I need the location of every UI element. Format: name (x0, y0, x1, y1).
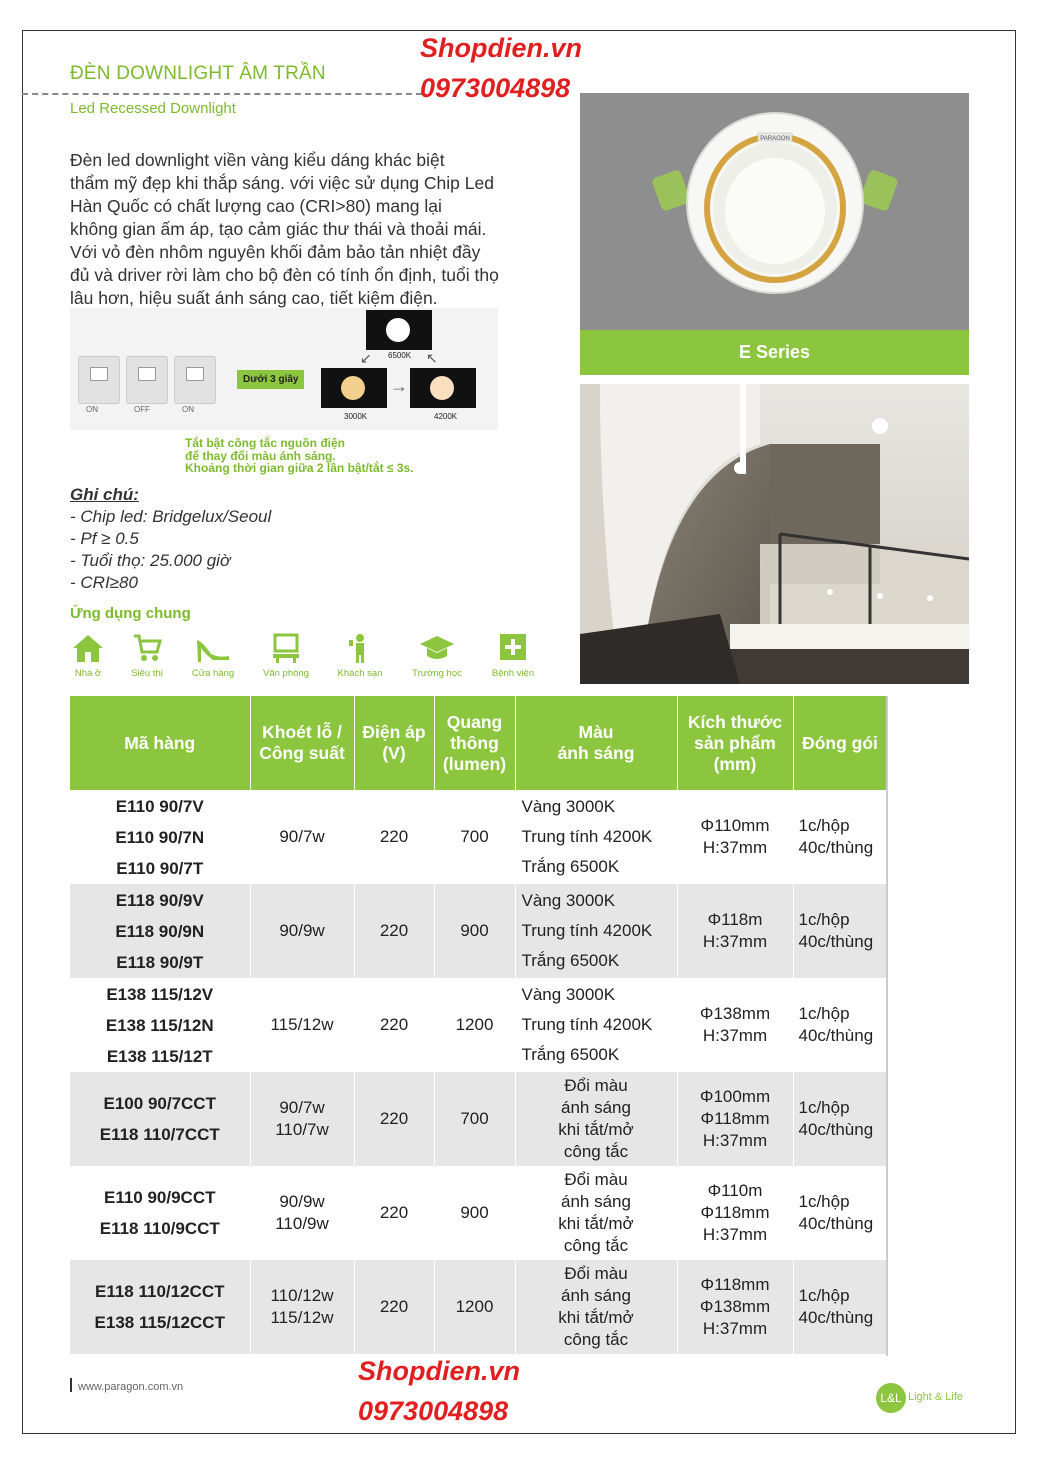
color-line: khi tắt/mở (558, 1308, 634, 1327)
color-line: Vàng 3000K (521, 797, 616, 816)
color-line: Trung tính 4200K (521, 1015, 653, 1034)
room-photo (580, 384, 969, 684)
header-line: (mm) (713, 753, 757, 774)
color-line: công tắc (563, 1236, 629, 1255)
spec-table (70, 696, 888, 1354)
size-line: H:37mm (702, 932, 768, 951)
header-line: Màu (578, 722, 614, 742)
pack-line: 1c/hộp (798, 910, 850, 929)
watermark-phone-bottom: 0973004898 (358, 1396, 509, 1426)
size-line: Φ110mm (700, 816, 770, 835)
app-label: Siêu thị (131, 668, 163, 679)
app-hotel (330, 632, 390, 679)
col-color-header (515, 696, 677, 790)
hotel-staff-icon (330, 632, 390, 664)
cell-color (515, 884, 677, 978)
footer-url[interactable]: www.paragon.com.vn (78, 1381, 184, 1393)
color-line: Trung tính 4200K (521, 827, 653, 846)
color-line: Trung tính 4200K (521, 921, 653, 940)
pack-line: 1c/hộp (798, 1004, 850, 1023)
cell-volt: 220 (354, 1260, 434, 1354)
cut-line: 90/7w (279, 1098, 325, 1117)
pack-line: 40c/thùng (798, 1214, 874, 1233)
size-line: H:37mm (702, 1026, 768, 1045)
description-line: Hàn Quốc có chất lượng cao (CRI>80) mang lại (70, 196, 442, 216)
color-line: Trắng 6500K (521, 857, 620, 876)
color-line: Đổi màu (564, 1076, 628, 1095)
cut-line: 115/12w (270, 1308, 334, 1327)
pack-line: 1c/hộp (798, 1192, 850, 1211)
applications-heading: Ứng dụng chung (70, 605, 191, 622)
high-heel-icon (183, 632, 243, 664)
size-line: Φ118mm (700, 1203, 770, 1222)
app-label: Cửa hàng (191, 668, 235, 679)
header-line: Kích thước (687, 711, 783, 732)
bulb-white (386, 318, 410, 342)
header-line: Quang (446, 711, 503, 732)
code-line: E138 115/12T (106, 1046, 213, 1066)
cell-lumen: 900 (434, 1166, 515, 1260)
header-line: Điện áp (362, 722, 426, 742)
description-line: đủ và driver rời làm cho bộ đèn có tính ổn định, tuổi thọ (70, 265, 499, 285)
description-line: không gian ấm áp, tạo cảm giác thư thái và thoải mái. (70, 219, 487, 239)
cell-volt: 220 (354, 790, 434, 884)
page-title: ĐÈN DOWNLIGHT ÂM TRẦN (70, 63, 326, 84)
switch-label: ON (86, 405, 98, 414)
color-line: Trắng 6500K (521, 951, 620, 970)
header-line: (lumen) (442, 753, 507, 774)
table-row (70, 1072, 887, 1166)
code-line: E110 90/9CCT (103, 1188, 216, 1207)
size-line: Φ100mm (699, 1087, 771, 1106)
description-line: Đèn led downlight viền vàng kiểu dáng khác biệt (70, 150, 445, 170)
pack-line: 40c/thùng (798, 1308, 874, 1327)
app-supermarket (117, 632, 177, 679)
color-line: Vàng 3000K (521, 891, 616, 910)
col-volt-header (354, 696, 434, 790)
pack-line: 40c/thùng (798, 838, 874, 857)
size-line: Φ118mm (700, 1109, 770, 1128)
size-line: Φ110m (707, 1181, 763, 1200)
arrow-up-left-icon: ↙ (360, 350, 372, 366)
cell-pack (793, 1166, 887, 1260)
app-school (407, 632, 467, 679)
description-line: Với vỏ đèn nhôm nguyên khối đảm bảo tản nhiệt đầy (70, 242, 481, 262)
color-switch-diagram (70, 308, 498, 430)
cell-lumen: 700 (434, 1072, 515, 1166)
color-line: khi tắt/mở (558, 1120, 634, 1139)
cell-volt: 220 (354, 978, 434, 1072)
cell-size (677, 1166, 793, 1260)
color-line: khi tắt/mở (558, 1214, 634, 1233)
title-divider (22, 93, 422, 95)
watermark-site-top: Shopdien.vn (420, 33, 582, 63)
timer-badge: Dưới 3 giây (237, 370, 304, 389)
header-line: ánh sáng (557, 743, 635, 763)
cell-cut (250, 978, 354, 1072)
pack-line: 40c/thùng (798, 932, 874, 951)
interior-scene (580, 384, 969, 684)
app-label: Nhà ở (74, 668, 102, 679)
logo-mark: L&L (876, 1383, 906, 1413)
cell-codes (70, 1166, 250, 1260)
cell-size (677, 1260, 793, 1354)
cell-codes (70, 978, 250, 1072)
color-line: ánh sáng (561, 1098, 631, 1117)
size-line: H:37mm (702, 1319, 768, 1338)
cell-color (515, 1072, 677, 1166)
note-item: - CRI≥80 (70, 573, 138, 592)
arrow-right-icon: → (390, 376, 408, 396)
downlight-image (580, 93, 969, 333)
switch-note-line: Khoảng thời gian giữa 2 lần bật/tắt ≤ 3s. (185, 461, 414, 475)
description-line: lâu hơn, hiệu suất ánh sáng cao, tiết kiệm điện. (70, 288, 438, 308)
switch-label: OFF (134, 405, 150, 414)
app-office (256, 632, 316, 679)
pack-line: 1c/hộp (798, 1286, 850, 1305)
footer-marker (70, 1378, 72, 1392)
bulb-warm (341, 376, 365, 400)
office-desk-icon (256, 632, 316, 664)
wall-switch-on (78, 356, 120, 404)
cut-line: 110/7w (275, 1120, 329, 1139)
arrow-up-right-icon: ↖ (426, 350, 438, 366)
cell-codes (70, 884, 250, 978)
app-label: Khách sạn (337, 668, 383, 679)
col-size-header (677, 696, 793, 790)
switch-note (185, 437, 414, 475)
cell-size (677, 884, 793, 978)
cell-color (515, 1166, 677, 1260)
switch-label: ON (182, 405, 194, 414)
cell-cut (250, 790, 354, 884)
cell-size (677, 1072, 793, 1166)
size-line: H:37mm (702, 1225, 768, 1244)
size-line: Φ118mm (700, 1275, 770, 1294)
size-line: H:37mm (702, 838, 768, 857)
col-pack-header: Đóng gói (793, 696, 887, 790)
table-row (70, 1166, 887, 1260)
app-store (183, 632, 243, 679)
cell-volt: 220 (354, 884, 434, 978)
cut-line: 110/9w (275, 1214, 329, 1233)
col-cut-header (250, 696, 354, 790)
color-line: ánh sáng (561, 1286, 631, 1305)
app-label: Văn phòng (263, 668, 309, 679)
app-label: Trường học (412, 668, 462, 679)
cut-line: 90/9w (279, 921, 325, 940)
switch-note-line: để thay đổi màu ánh sáng. (185, 448, 336, 463)
app-label: Bệnh viện (491, 668, 535, 679)
cell-pack (793, 790, 887, 884)
lamp-6500k (366, 310, 432, 350)
app-hospital (483, 632, 543, 679)
cell-cut (250, 1166, 354, 1260)
lamp-4200k (410, 368, 476, 408)
cell-volt: 220 (354, 1072, 434, 1166)
code-line: E138 115/12CCT (94, 1313, 225, 1332)
col-lumen-header (434, 696, 515, 790)
cell-pack (793, 884, 887, 978)
house-icon (58, 632, 118, 664)
table-right-edge (886, 696, 888, 1356)
code-line: E100 90/7CCT (103, 1094, 216, 1113)
description-line: thẩm mỹ đẹp khi thắp sáng. với việc sử dụng Chip Led (70, 173, 494, 193)
pack-line: 1c/hộp (798, 1098, 850, 1117)
cell-lumen: 900 (434, 884, 515, 978)
note-item: - Tuổi thọ: 25.000 giờ (70, 551, 231, 570)
notes-list (70, 506, 271, 594)
lamp-brand-label: PARAGON (760, 136, 790, 142)
kelvin-label: 6500K (388, 351, 412, 360)
size-line: Φ138mm (699, 1004, 771, 1023)
hospital-cross-icon (483, 632, 543, 664)
bulb-neutral (430, 376, 454, 400)
wall-switch-off (126, 356, 168, 404)
pack-line: 40c/thùng (798, 1026, 874, 1045)
cell-volt: 220 (354, 1166, 434, 1260)
size-line: Φ138mm (699, 1297, 771, 1316)
kelvin-label: 4200K (434, 412, 458, 421)
table-row (70, 884, 887, 978)
code-line: E118 110/12CCT (95, 1282, 225, 1301)
size-line: H:37mm (702, 1131, 768, 1150)
switch-note-line: Tắt bật công tắc nguồn điện (185, 436, 345, 450)
color-line: công tắc (563, 1330, 629, 1349)
code-line: E110 90/7T (116, 858, 204, 878)
graduation-cap-icon (407, 632, 467, 664)
table-row (70, 1260, 887, 1354)
color-line: Đổi màu (564, 1264, 628, 1283)
shopping-cart-icon (117, 632, 177, 664)
color-line: công tắc (563, 1142, 629, 1161)
cell-color (515, 1260, 677, 1354)
color-line: Đổi màu (564, 1170, 628, 1189)
cell-pack (793, 978, 887, 1072)
code-line: E118 90/9T (116, 952, 204, 972)
wall-switch-on (174, 356, 216, 404)
watermark-site-bottom: Shopdien.vn (358, 1356, 520, 1386)
color-line: ánh sáng (561, 1192, 631, 1211)
cell-cut (250, 1072, 354, 1166)
code-line: E118 110/7CCT (99, 1125, 220, 1144)
code-line: E110 90/7N (115, 827, 205, 847)
note-item: - Chip led: Bridgelux/Seoul (70, 507, 272, 526)
code-line: E118 90/9N (115, 921, 205, 941)
table-row (70, 978, 887, 1072)
kelvin-label: 3000K (344, 412, 368, 421)
page-subtitle: Led Recessed Downlight (70, 100, 236, 117)
cell-lumen: 1200 (434, 978, 515, 1072)
header-line: thông (450, 732, 499, 753)
cut-line: 90/9w (279, 1192, 325, 1211)
code-line: E138 115/12N (105, 1015, 214, 1035)
pack-line: 40c/thùng (798, 1120, 874, 1139)
note-item: - Pf ≥ 0.5 (70, 529, 139, 548)
cell-codes (70, 1260, 250, 1354)
code-line: E118 90/9V (115, 890, 204, 910)
cell-cut (250, 884, 354, 978)
code-line: E118 110/9CCT (99, 1219, 220, 1238)
app-home (58, 632, 118, 679)
cell-pack (793, 1260, 887, 1354)
header-line: Công suất (259, 743, 345, 763)
cell-codes (70, 790, 250, 884)
cell-color (515, 978, 677, 1072)
code-line: E138 115/12V (106, 984, 214, 1004)
series-label: E Series (580, 330, 969, 375)
color-line: Vàng 3000K (521, 985, 616, 1004)
notes-heading: Ghi chú: (70, 485, 139, 504)
cut-line: 90/7w (279, 827, 325, 846)
cell-cut (250, 1260, 354, 1354)
size-line: Φ118m (707, 910, 763, 929)
watermark-phone-top: 0973004898 (420, 73, 571, 103)
cell-size (677, 790, 793, 884)
table-row (70, 790, 887, 884)
col-code-header: Mã hàng (70, 696, 250, 790)
product-description (70, 149, 575, 310)
cut-line: 110/12w (270, 1286, 334, 1305)
header-line: (V) (382, 743, 406, 763)
color-line: Trắng 6500K (521, 1045, 620, 1064)
cell-lumen: 700 (434, 790, 515, 884)
cell-pack (793, 1072, 887, 1166)
cell-color (515, 790, 677, 884)
cell-lumen: 1200 (434, 1260, 515, 1354)
pack-line: 1c/hộp (798, 816, 850, 835)
header-line: Khoét lỗ / (262, 722, 342, 742)
cell-size (677, 978, 793, 1072)
header-line: sản phẩm (694, 732, 776, 753)
logo-text: Light & Life (908, 1391, 964, 1403)
table-header-row (70, 696, 887, 790)
cell-codes (70, 1072, 250, 1166)
cut-line: 115/12w (270, 1015, 334, 1034)
code-line: E110 90/7V (115, 796, 204, 816)
lamp-3000k (321, 368, 387, 408)
